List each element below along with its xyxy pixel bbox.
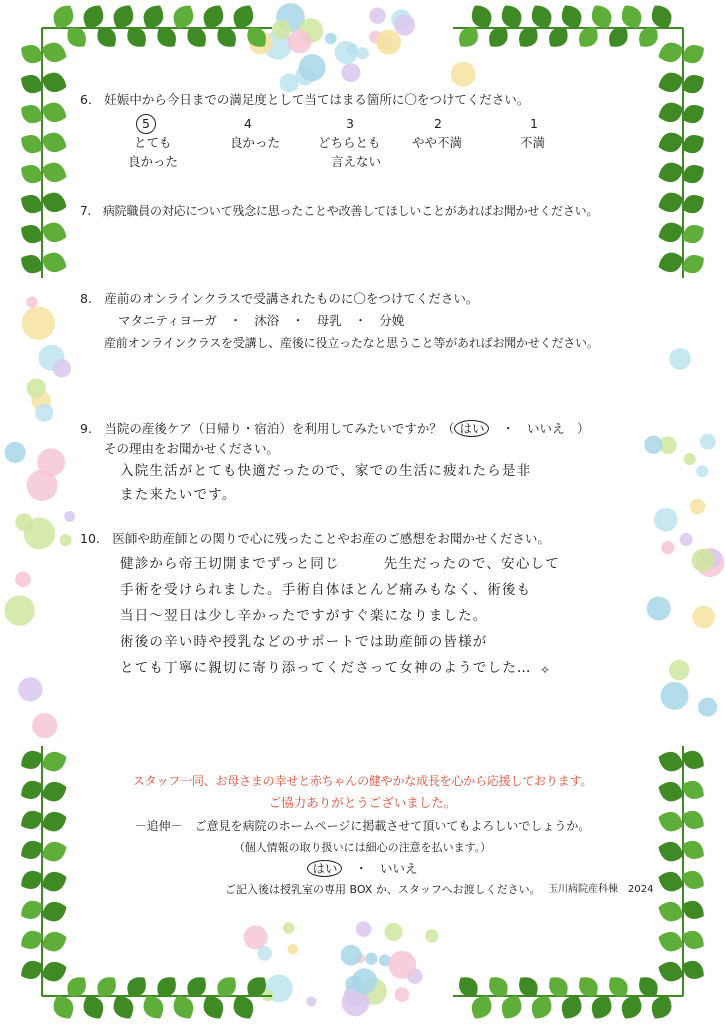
leaf [39, 928, 70, 955]
pastel-dot [691, 549, 714, 572]
q9-answer-line: また来たいです。 [120, 487, 237, 503]
q6-option-1-label: 不満 [520, 135, 546, 150]
q10-answer-line: 手術を受けられました。手術自体ほとんど痛みもなく、術後も [120, 582, 532, 598]
pastel-dot [5, 442, 26, 463]
pastel-dot [299, 54, 326, 81]
q9-reason-label: その理由をお聞かせください。 [104, 441, 280, 456]
leaf [655, 159, 686, 186]
sparkle-icon: ✧ [540, 663, 551, 677]
leaf [655, 748, 686, 775]
leaf [655, 39, 686, 66]
pastel-dot [376, 30, 401, 55]
pastel-dot [244, 925, 268, 949]
q10-question: 10. 医師や助産師との関りで心に残ったことやお産のご感想をお聞かせください。 [80, 531, 550, 546]
pastel-dot [654, 508, 678, 532]
pastel-dot [669, 660, 690, 681]
q10-answer-line: 当日～翌日は少し辛かったですがすぐ楽になりました。 [120, 608, 488, 624]
publish-consent [100, 860, 625, 877]
pastel-dot [35, 404, 53, 422]
q6-option-3-num[interactable]: 3 [346, 116, 354, 131]
leaf [39, 868, 70, 895]
leaf [655, 219, 686, 246]
pastel-dot [388, 951, 416, 979]
leaf [39, 39, 70, 66]
pastel-dot [64, 511, 75, 522]
pastel-dot [22, 307, 55, 340]
pastel-dot [451, 62, 476, 87]
q9-no-option[interactable]: いいえ ） [527, 421, 590, 436]
q6-option-5-num[interactable] [132, 114, 160, 134]
leaf [655, 898, 686, 925]
q6-option-2-label: やや不満 [412, 135, 463, 150]
q6-option-3-label2: 言えない [331, 154, 382, 169]
leaf [39, 838, 70, 865]
circled-selection: 5 [136, 114, 156, 134]
q8-question: 8. 産前のオンラインクラスで受講されたものに〇をつけてください。 [80, 291, 479, 306]
pastel-dot [32, 713, 57, 738]
leaf [39, 898, 70, 925]
pastel-dot [684, 453, 696, 465]
pastel-dot [352, 968, 378, 994]
pastel-dot [661, 682, 689, 710]
q8-options[interactable]: マタニティヨーガ ・ 沐浴 ・ 母乳 ・ 分娩 [118, 313, 405, 328]
pastel-dot [341, 945, 362, 966]
pastel-dot [27, 379, 46, 398]
publish-no-option[interactable]: いいえ [380, 861, 418, 876]
pastel-dot [644, 436, 662, 454]
leaf [39, 958, 70, 985]
pastel-dot [288, 30, 312, 54]
pastel-dot [369, 7, 385, 23]
q9-separator: ・ [501, 421, 515, 436]
publish-yes-option[interactable]: はい [307, 860, 342, 877]
pastel-dot [395, 987, 410, 1002]
pastel-dot [356, 921, 372, 937]
pastel-dot [341, 63, 360, 82]
q6-option-5-label: とても [134, 135, 172, 150]
thanks-message: スタッフ一同、お母さまの幸せと赤ちゃんの健やかな成長を心から応援しております。 [132, 774, 593, 788]
leaf [39, 748, 70, 775]
leaf [39, 219, 70, 246]
pastel-dot [18, 677, 42, 701]
pastel-dot [357, 47, 369, 59]
leaf [454, 972, 483, 1002]
leaf [39, 99, 70, 126]
q9-answer-line: 入院生活がとても快適だったので、家での生活に疲れたら是非 [120, 463, 532, 479]
leaf [39, 189, 70, 216]
pastel-dot [647, 596, 671, 620]
pastel-dot [335, 41, 358, 64]
q10-answer-line: 術後の辛い時や授乳などのサポートでは助産師の皆様が [120, 634, 488, 650]
pastel-dot [680, 533, 693, 546]
pastel-dot [283, 922, 295, 934]
pastel-dot [325, 33, 337, 45]
leaf [39, 808, 70, 835]
pastel-dot [272, 20, 291, 39]
pastel-dot [288, 944, 299, 955]
privacy-note: （個人情報の取り扱いには細心の注意を払います。） [233, 841, 492, 854]
leaf [655, 778, 686, 805]
q6-option-3-label: どちらとも [318, 135, 381, 150]
leaf [655, 838, 686, 865]
pastel-dot [394, 14, 415, 35]
q6-option-2-num[interactable]: 2 [434, 116, 442, 131]
q6-option-4-num[interactable]: 4 [244, 116, 252, 131]
pastel-dot [257, 946, 272, 961]
leaf [655, 189, 686, 216]
pastel-dot [60, 534, 72, 546]
q8-followup: 産前オンラインクラスを受講し、産後に役立ったなと思うこと等があればお聞かせください。 [104, 336, 599, 350]
leaf [655, 69, 686, 96]
q7-answer-area[interactable] [100, 222, 620, 292]
pastel-dot [306, 996, 316, 1006]
q6-option-5-label2: 良かった [128, 154, 179, 169]
publish-separator: ・ [354, 861, 368, 876]
pastel-dot [4, 595, 34, 625]
q7-question: 7. 病院職員の対応について残念に思ったことや改善してほしいことがあればお聞かせください。 [80, 204, 599, 218]
submit-instruction: ご記入後は授乳室の専用 BOX か、スタッフへお渡しください。 [225, 883, 541, 896]
addendum: －追伸－ ご意見を病院のホームページに掲載させて頂いてもよろしいでしょうか。 [134, 819, 591, 833]
leaf [39, 778, 70, 805]
pastel-dot [692, 606, 715, 629]
leaf [39, 129, 70, 156]
pastel-dot [669, 348, 691, 370]
leaf [655, 249, 686, 276]
q9-yes-option[interactable]: はい [454, 420, 489, 437]
q10-answer-line: とても丁寧に親切に寄り添ってくださって女神のようでした… [120, 660, 532, 676]
q6-option-1-num[interactable]: 1 [530, 116, 538, 131]
pastel-dot [425, 929, 438, 942]
q10-answer-line: 健診から帝王切開までずっと同じ 先生だったので、安心して [120, 556, 560, 572]
leaf [39, 69, 70, 96]
pastel-dot [15, 572, 31, 588]
hospital-name: 玉川病院産科棟 2024 [548, 884, 654, 895]
leaf [655, 99, 686, 126]
leaf [655, 928, 686, 955]
leaf [655, 808, 686, 835]
pastel-dot [690, 499, 706, 515]
q9-question-text: 9. 当院の産後ケア（日帰り・宿泊）を利用してみたいですか？（ [80, 421, 455, 436]
pastel-dot [53, 359, 71, 377]
thanks-message-2: ご協力ありがとうございました。 [268, 795, 457, 810]
pastel-dot [661, 541, 674, 554]
pastel-dot [365, 953, 377, 965]
pastel-dot [698, 698, 717, 717]
leaf [39, 159, 70, 186]
pastel-dot [26, 296, 37, 307]
pastel-dot [696, 465, 708, 477]
pastel-dot [384, 923, 402, 941]
leaf [655, 958, 686, 985]
q6-question: 6. 妊娠中から今日までの満足度として当てはまる箇所に〇をつけてください。 [80, 92, 530, 107]
q6-option-4-label: 良かった [230, 135, 281, 150]
q9-question [80, 420, 590, 437]
leaf [655, 868, 686, 895]
leaf [655, 129, 686, 156]
leaf [39, 249, 70, 276]
pastel-dot [700, 434, 716, 450]
pastel-dot [24, 518, 56, 550]
pastel-dot [27, 470, 58, 501]
